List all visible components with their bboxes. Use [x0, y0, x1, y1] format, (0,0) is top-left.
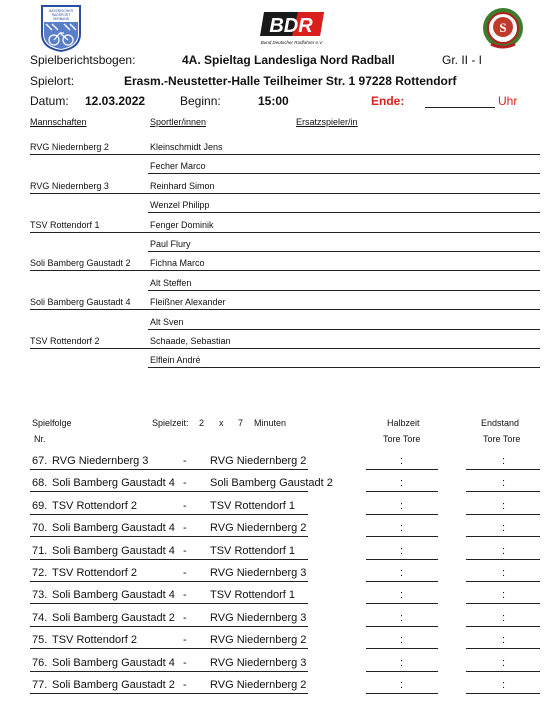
match-number: 72.	[32, 567, 48, 579]
home-team: Soli Bamberg Gaustadt 4	[52, 477, 175, 490]
match-row	[30, 654, 540, 676]
competition-title: 4A. Spieltag Landesliga Nord Radball	[182, 53, 395, 67]
date-value: 12.03.2022	[85, 94, 146, 108]
match-row	[30, 497, 540, 519]
halftime-underline	[366, 559, 438, 560]
bavarian-cycling-logo	[40, 4, 82, 52]
player-name: Fleißner Alexander	[150, 297, 226, 308]
player-name: Reinhard Simon	[150, 180, 215, 191]
final-underline	[466, 536, 540, 537]
home-team: Soli Bamberg Gaustadt 4	[52, 544, 175, 557]
halftime-score-field[interactable]: :	[400, 567, 404, 579]
team-row-divider	[30, 193, 540, 194]
away-team: RVG Niedernberg 2	[210, 679, 307, 691]
match-underline	[30, 626, 308, 627]
final-score-field[interactable]: :	[502, 455, 506, 467]
match-underline	[30, 671, 308, 672]
final-underline	[466, 671, 540, 672]
halftime-underline	[366, 581, 438, 582]
final-score-field[interactable]: :	[502, 522, 506, 535]
final-underline	[466, 491, 540, 492]
match-underline	[30, 693, 308, 694]
away-team: TSV Rottendorf 1	[210, 589, 295, 602]
match-number: 68.	[32, 477, 48, 490]
bdr-logo-text: BDR	[269, 15, 313, 37]
player-name: Alt Sven	[150, 316, 184, 327]
match-number: 73.	[32, 589, 48, 602]
group-label: Gr. II - I	[442, 53, 483, 67]
home-team: RVG Niedernberg 3	[52, 455, 149, 467]
match-number: 70.	[32, 522, 48, 535]
halftime-underline	[366, 603, 438, 604]
player-name: Alt Steffen	[150, 277, 192, 288]
versus-dash: -	[183, 544, 187, 557]
match-number: 71.	[32, 544, 48, 557]
final-underline	[466, 514, 540, 515]
match-underline	[30, 648, 308, 649]
playtime-label: Spielzeit:	[152, 418, 189, 428]
versus-dash: -	[183, 611, 187, 624]
away-team: RVG Niedernberg 3	[210, 611, 307, 624]
team-row-divider	[30, 154, 540, 155]
match-row	[30, 609, 540, 631]
player-name: Elflein André	[150, 355, 201, 366]
halftime-underline	[366, 469, 438, 470]
player-name: Fecher Marco	[150, 161, 206, 172]
halftime-score-field[interactable]: :	[400, 544, 404, 557]
bdr-logo-subtext: Bund Deutscher Radfahrer e.V.	[260, 40, 324, 45]
final-score-field[interactable]: :	[502, 477, 506, 490]
away-team: Soli Bamberg Gaustadt 2	[210, 477, 333, 490]
team-row	[30, 314, 540, 333]
away-team: RVG Niedernberg 3	[210, 656, 307, 669]
versus-dash: -	[183, 634, 187, 647]
halftime-score-field[interactable]: :	[400, 455, 404, 467]
halftime-score-field[interactable]: :	[400, 656, 404, 669]
versus-dash: -	[183, 477, 187, 490]
halftime-score-field[interactable]: :	[400, 589, 404, 602]
player-name: Fichna Marco	[150, 258, 205, 269]
team-row	[30, 158, 540, 177]
bdr-logo	[258, 10, 326, 48]
final-label: Endstand	[481, 418, 520, 428]
match-underline	[30, 581, 308, 582]
match-number: 75.	[32, 634, 48, 647]
halftime-underline	[366, 648, 438, 649]
final-underline	[466, 559, 540, 560]
team-row-divider	[148, 212, 540, 213]
match-row	[30, 474, 540, 496]
match-number: 74.	[32, 611, 48, 624]
away-team: RVG Niedernberg 2	[210, 455, 307, 467]
team-row-divider	[30, 309, 540, 310]
final-score-field[interactable]: :	[502, 589, 506, 602]
playtime-unit: Minuten	[254, 418, 287, 428]
col-order: Spielfolge	[32, 418, 72, 428]
team-row	[30, 178, 540, 197]
match-underline	[30, 559, 308, 560]
final-underline	[466, 581, 540, 582]
playtime-x: x	[219, 418, 224, 428]
start-label: Beginn:	[180, 94, 221, 108]
final-score-field[interactable]: :	[502, 679, 506, 691]
playtime-count: 2	[199, 418, 205, 428]
halftime-underline	[366, 671, 438, 672]
team-row	[30, 217, 540, 236]
home-team: Soli Bamberg Gaustadt 4	[52, 522, 175, 535]
match-underline	[30, 491, 308, 492]
match-number: 67.	[32, 455, 48, 467]
away-team: RVG Niedernberg 2	[210, 522, 307, 535]
halftime-score-field[interactable]: :	[400, 477, 404, 490]
home-team: Soli Bamberg Gaustadt 2	[52, 611, 175, 624]
team-row	[30, 275, 540, 294]
final-score-field[interactable]: :	[502, 611, 506, 624]
final-underline	[466, 648, 540, 649]
final-underline	[466, 469, 540, 470]
team-row	[30, 197, 540, 216]
team-row-divider	[148, 367, 540, 368]
halftime-underline	[366, 514, 438, 515]
match-underline	[30, 514, 308, 515]
home-team: Soli Bamberg Gaustadt 4	[52, 656, 175, 669]
match-underline	[30, 536, 308, 537]
match-number: 69.	[32, 499, 48, 512]
match-row	[30, 676, 540, 698]
match-number: 77.	[32, 679, 48, 691]
versus-dash: -	[183, 656, 187, 669]
final-score-field[interactable]: :	[502, 499, 506, 512]
final-underline	[466, 693, 540, 694]
player-name: Wenzel Philipp	[150, 200, 210, 211]
match-number: 76.	[32, 656, 48, 669]
away-team: TSV Rottendorf 1	[210, 499, 295, 512]
final-score-field[interactable]: :	[502, 567, 506, 579]
home-team: TSV Rottendorf 2	[52, 634, 137, 647]
home-team: TSV Rottendorf 2	[52, 499, 137, 512]
end-time-underline	[425, 107, 495, 108]
date-label: Datum:	[30, 94, 69, 108]
versus-dash: -	[183, 455, 187, 467]
playtime-minutes: 7	[238, 418, 244, 428]
versus-dash: -	[183, 589, 187, 602]
bavarian-logo-text-3: VERBAND	[52, 17, 70, 21]
team-row-divider	[148, 251, 540, 252]
halftime-score-field[interactable]: :	[400, 634, 404, 647]
team-name: Soli Bamberg Gaustadt 4	[30, 297, 131, 308]
bavarian-logo-text-1: BAYERISCHER	[48, 9, 74, 13]
match-row	[30, 631, 540, 653]
final-underline	[466, 603, 540, 604]
col-subs: Ersatzspieler/in	[296, 117, 358, 127]
end-unit: Uhr	[498, 94, 518, 108]
halftime-underline	[366, 536, 438, 537]
team-row-divider	[30, 232, 540, 233]
halftime-score-field[interactable]: :	[400, 611, 404, 624]
halftime-underline	[366, 626, 438, 627]
away-team: RVG Niedernberg 2	[210, 634, 307, 647]
team-row-divider	[30, 348, 540, 349]
player-name: Kleinschmidt Jens	[150, 142, 223, 152]
halftime-underline	[366, 693, 438, 694]
team-name: TSV Rottendorf 2	[30, 336, 100, 346]
team-row-divider	[148, 290, 540, 291]
team-row	[30, 255, 540, 274]
versus-dash: -	[183, 499, 187, 512]
halftime-score-field[interactable]: :	[400, 499, 404, 512]
col-nr: Nr.	[34, 434, 46, 444]
form-label: Spielberichtsbogen:	[30, 53, 136, 67]
team-row-divider	[148, 173, 540, 174]
match-row	[30, 542, 540, 564]
away-team: TSV Rottendorf 1	[210, 544, 295, 557]
team-row-divider	[148, 329, 540, 330]
team-row-divider	[30, 270, 540, 271]
team-row	[30, 139, 540, 158]
svg-text:S: S	[499, 20, 507, 35]
halftime-underline	[366, 491, 438, 492]
team-row	[30, 333, 540, 352]
halftime-goals-label: Tore Tore	[383, 434, 421, 444]
team-name: Soli Bamberg Gaustadt 2	[30, 258, 131, 269]
venue-label: Spielort:	[30, 74, 75, 88]
venue-value: Erasm.-Neustetter-Halle Teilheimer Str. 1 97228 Rottendorf	[124, 74, 457, 88]
team-name: RVG Niedernberg 2	[30, 142, 109, 152]
team-row	[30, 294, 540, 313]
final-score-field[interactable]: :	[502, 656, 506, 669]
match-row	[30, 519, 540, 541]
player-name: Schaade, Sebastian	[150, 336, 231, 346]
team-row	[30, 236, 540, 255]
player-name: Paul Flury	[150, 239, 191, 249]
final-underline	[466, 626, 540, 627]
col-players: Sportler/innen	[150, 117, 207, 127]
team-name: RVG Niedernberg 3	[30, 180, 109, 191]
away-team: RVG Niedernberg 3	[210, 567, 307, 579]
match-underline	[30, 469, 308, 470]
bavarian-logo-text-2: RADSPORT	[51, 13, 71, 17]
home-team: Soli Bamberg Gaustadt 4	[52, 589, 175, 602]
col-teams: Mannschaften	[30, 117, 87, 127]
halftime-score-field[interactable]: :	[400, 679, 404, 691]
match-underline	[30, 603, 308, 604]
match-row	[30, 452, 540, 474]
end-label: Ende:	[371, 94, 405, 108]
start-time: 15:00	[258, 94, 289, 108]
versus-dash: -	[183, 522, 187, 535]
versus-dash: -	[183, 679, 187, 691]
match-row	[30, 564, 540, 586]
final-goals-label: Tore Tore	[483, 434, 521, 444]
team-row	[30, 352, 540, 371]
team-name: TSV Rottendorf 1	[30, 219, 100, 230]
home-team: TSV Rottendorf 2	[52, 567, 137, 579]
player-name: Fenger Dominik	[150, 219, 214, 230]
halftime-label: Halbzeit	[387, 418, 420, 428]
final-score-field[interactable]: :	[502, 544, 506, 557]
versus-dash: -	[183, 567, 187, 579]
club-crest-logo	[481, 6, 525, 50]
match-row	[30, 586, 540, 608]
home-team: Soli Bamberg Gaustadt 2	[52, 679, 175, 691]
halftime-score-field[interactable]: :	[400, 522, 404, 535]
final-score-field[interactable]: :	[502, 634, 506, 647]
